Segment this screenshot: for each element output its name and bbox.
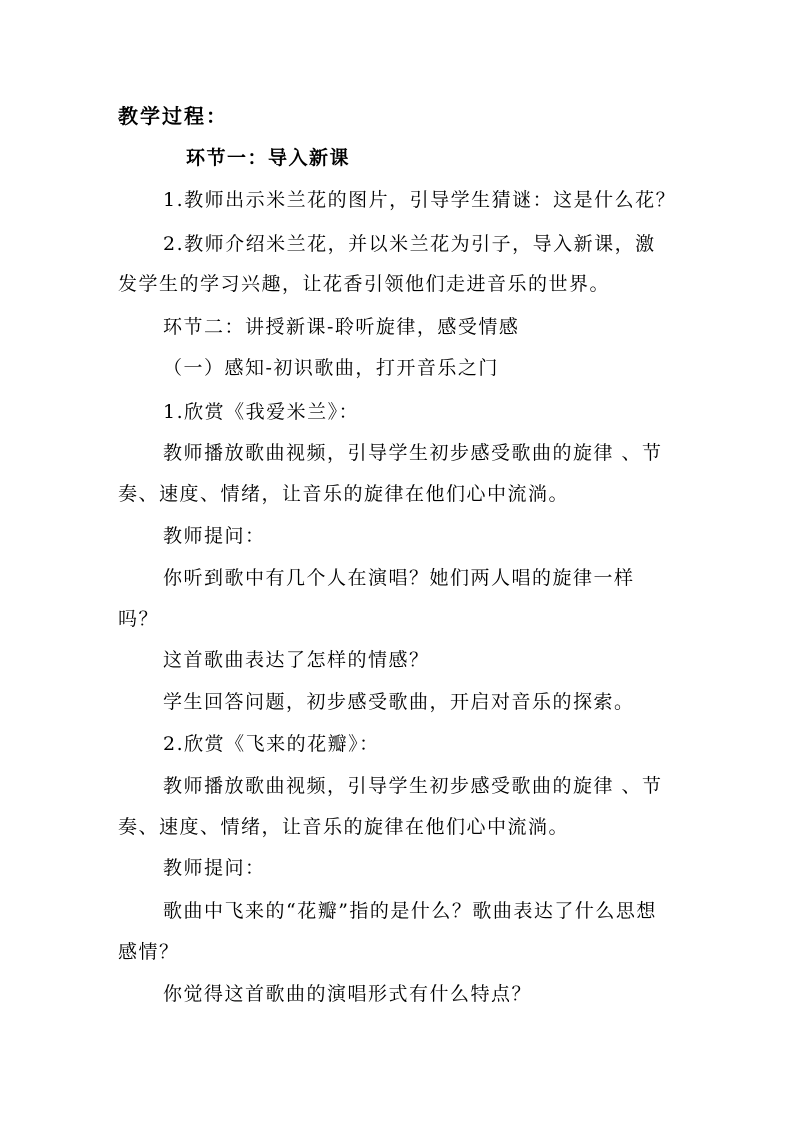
song-1-question-label: 教师提问：	[163, 525, 266, 547]
song-1-answer: 学生回答问题，初步感受歌曲，开启对音乐的探索。	[163, 691, 635, 713]
song-2-question-label: 教师提问：	[163, 857, 266, 879]
song-2-title: 2.欣赏《飞来的花瓣》：	[163, 733, 380, 755]
song-2-question-1-line-2: 感情？	[118, 941, 180, 963]
song-1-question-1-line-2: 吗？	[118, 608, 160, 630]
song-1-description-line-2: 奏、速度、情绪，让音乐的旋律在他们心中流淌。	[118, 483, 570, 505]
song-2-description-line-1: 教师播放歌曲视频，引导学生初步感受歌曲的旋律 、节	[163, 775, 663, 797]
song-1-question-2: 这首歌曲表达了怎样的情感？	[163, 649, 430, 671]
song-1-title: 1.欣赏《我爱米兰》：	[163, 401, 360, 423]
section-2-title: 环节二：讲授新课-聆听旋律，感受情感	[163, 316, 520, 338]
subsection-1-title: （一）感知-初识歌曲，打开音乐之门	[163, 357, 499, 379]
section-1-item-1: 1.教师出示米兰花的图片，引导学生猜谜：这是什么花？	[163, 189, 677, 211]
page-heading: 教学过程：	[118, 104, 228, 128]
section-1-item-2-line-1: 2.教师介绍米兰花，并以米兰花为引子，导入新课，激	[163, 233, 656, 255]
song-2-question-1-line-1: 歌曲中飞来的“花瓣”指的是什么？歌曲表达了什么思想	[163, 900, 657, 922]
section-1-item-2-line-2: 发学生的学习兴趣，让花香引领他们走进音乐的世界。	[118, 273, 611, 295]
song-2-description-line-2: 奏、速度、情绪，让音乐的旋律在他们心中流淌。	[118, 816, 570, 838]
section-1-title: 环节一：导入新课	[186, 147, 351, 169]
song-1-question-1-line-1: 你听到歌中有几个人在演唱？她们两人唱的旋律一样	[163, 567, 635, 589]
song-2-question-2: 你觉得这首歌曲的演唱形式有什么特点？	[163, 983, 533, 1005]
song-1-description-line-1: 教师播放歌曲视频，引导学生初步感受歌曲的旋律 、节	[163, 442, 663, 464]
